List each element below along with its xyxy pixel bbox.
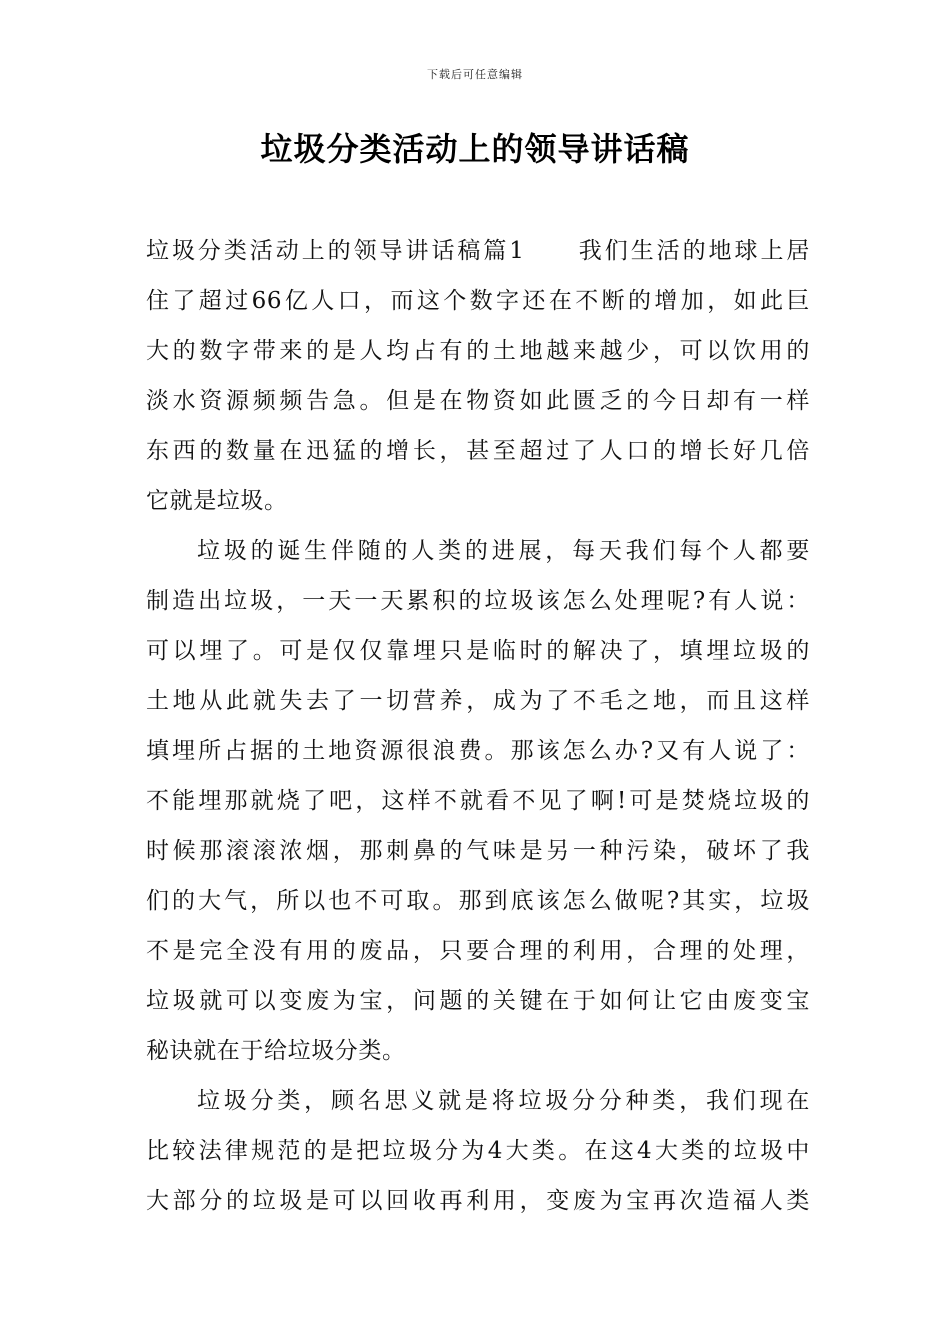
text-line: 大的数字带来的是人均占有的土地越来越少，可以饮用的 [146,338,810,364]
text-line: 秘诀就在于给垃圾分类。 [146,1038,406,1064]
text-line: 可以埋了。可是仅仅靠埋只是临时的解决了，填埋垃圾的 [146,638,810,664]
text-line: 东西的数量在迅猛的增长，甚至超过了人口的增长好几倍 [146,438,810,464]
text-line: 制造出垃圾，一天一天累积的垃圾该怎么处理呢?有人说： [146,588,810,614]
text-line: 不是完全没有用的废品，只要合理的利用，合理的处理， [146,938,810,964]
document-title: 垃圾分类活动上的领导讲话稿 [260,130,690,168]
text-line: 垃圾分类活动上的领导讲话稿篇1 我们生活的地球上居 [146,238,810,264]
body-text [146,226,810,1226]
text-line: 垃圾分类，顾名思义就是将垃圾分分种类，我们现在 [197,1088,810,1114]
text-line: 大部分的垃圾是可以回收再利用，变废为宝再次造福人类 [146,1188,810,1214]
text-line: 比较法律规范的是把垃圾分为4大类。在这4大类的垃圾中 [146,1138,810,1164]
text-line: 不能埋那就烧了吧，这样不就看不见了啊!可是焚烧垃圾的 [146,788,810,814]
text-line: 们的大气，所以也不可取。那到底该怎么做呢?其实，垃圾 [146,888,810,914]
text-line: 土地从此就失去了一切营养，成为了不毛之地，而且这样 [146,688,810,714]
text-line: 垃圾就可以变废为宝，问题的关键在于如何让它由废变宝 [146,988,810,1014]
text-line: 时候那滚滚浓烟，那刺鼻的气味是另一种污染，破坏了我 [146,838,810,864]
header-note: 下载后可任意编辑 [427,68,523,81]
text-line: 填埋所占据的土地资源很浪费。那该怎么办?又有人说了： [146,738,810,764]
text-line: 垃圾的诞生伴随的人类的进展，每天我们每个人都要 [197,538,810,564]
text-line: 淡水资源频频告急。但是在物资如此匮乏的今日却有一样 [146,388,810,414]
text-line: 住了超过66亿人口，而这个数字还在不断的增加，如此巨 [146,288,810,314]
text-line: 它就是垃圾。 [146,488,288,514]
